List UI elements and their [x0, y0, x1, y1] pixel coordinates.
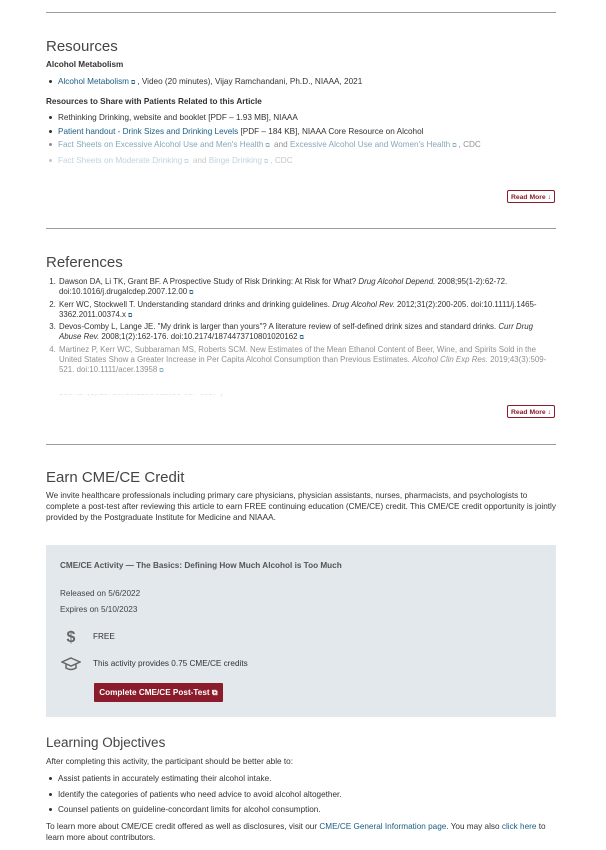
list-item: Fact Sheets on Excessive Alcohol Use and Men's Health ⧉ and Excessive Alcohol Use and Women's Health ⧉ , CDC: [58, 138, 558, 154]
expires-date: Expires on 5/10/2023: [60, 605, 138, 614]
list-item[interactable]: Rethinking Drinking, website and booklet [PDF – 1.93 MB], NIAAA: [58, 111, 558, 125]
list-item: Counsel patients on guideline-concordant limits for alcohol consumption.: [58, 802, 558, 818]
external-link-icon: ⧉: [159, 368, 164, 375]
divider: [46, 12, 556, 13]
external-link-icon: ⧉: [128, 312, 133, 319]
list-item: Assist patients in accurately estimating their alcohol intake.: [58, 771, 558, 787]
resources-subheading-patients: Resources to Share with Patients Related to this Article: [46, 97, 262, 106]
women-health-link[interactable]: Excessive Alcohol Use and Women's Health: [289, 140, 451, 149]
graduation-cap-icon: [60, 656, 82, 674]
moderate-drinking-link[interactable]: Fact Sheets on Moderate Drinking: [58, 155, 183, 165]
external-link-icon: ⧉: [184, 158, 189, 165]
objectives-heading: Learning Objectives: [46, 735, 166, 750]
contributors-link[interactable]: click here: [501, 822, 537, 831]
resources-read-more-button[interactable]: Read More ↓: [507, 190, 555, 203]
list-item: Identify the categories of patients who need advice to avoid alcohol altogether.: [58, 787, 558, 803]
external-link-icon: ⧉: [299, 335, 304, 342]
reference-item: 3. Devos-Comby L, Lange JE. "My drink is larger than yours"? A literature review of self-defined drink sizes and standard drinks. Curr Drug Abuse Rev. 2008;1(2):162-176. doi:10.2174/1874473710801020162 ⧉: [58, 322, 556, 344]
complete-post-test-button[interactable]: Complete CME/CE Post-Test ⧉: [94, 683, 223, 702]
list-item: Fact Sheets on Moderate Drinking ⧉ and Binge Drinking ⧉ , CDC: [58, 154, 558, 170]
activity-title: CME/CE Activity — The Basics: Defining How Much Alcohol is Too Much: [60, 561, 342, 570]
external-link-icon: ⧉: [264, 158, 269, 165]
doi-link[interactable]: doi:10.1016/j.drugalcdep.2007.12.00: [59, 287, 188, 297]
arrow-down-icon: ↓: [547, 409, 552, 416]
resources-heading: Resources: [46, 38, 118, 55]
credits-text: This activity provides 0.75 CME/CE credits: [93, 659, 248, 668]
released-date: Released on 5/6/2022: [60, 589, 141, 598]
doi-link[interactable]: doi:10.1111/acer.13958: [76, 365, 158, 375]
resources-subheading-metabolism: Alcohol Metabolism: [46, 60, 124, 69]
objectives-footer: To learn more about CME/CE credit offered as well as disclosures, visit our CME/CE General Information page. You may also click here to learn more about contributors.: [46, 822, 546, 842]
reference-item: 1. Dawson DA, Li TK, Grant BF. A Prospective Study of Risk Drinking: At Risk for What? Drug Alcohol Depend. 2008;95(1-2):62-72. doi:10.1016/j.drugalcdep.2007.12.00 ⧉: [58, 277, 556, 299]
doi-link[interactable]: doi:10.1111/j.1465-3362.2011.00374.x: [59, 299, 537, 319]
men-health-link[interactable]: Fact Sheets on Excessive Alcohol Use and Men's Health: [58, 140, 264, 149]
references-heading: References: [46, 254, 123, 271]
fade-mask: [46, 376, 556, 394]
cme-info-link[interactable]: CME/CE General Information page: [319, 822, 447, 831]
external-link-icon: ⧉: [131, 80, 136, 86]
reference-item: 4. Martinez P, Kerr WC, Subbaraman MS, Roberts SCM. New Estimates of the Mean Ethanol Content of Beer, Wine, and Spirits Sold in the United States Show a Greater Increase in Per Capita Alcohol Consumption than Previous Estimates. Alcohol Clin Exp Res. 2019;43(3):509-521. doi:10.1111/acer.13958 ⧉: [58, 345, 556, 377]
metabolism-list: [46, 75, 558, 91]
references-read-more-button[interactable]: Read More ↓: [507, 405, 555, 418]
objectives-list: [46, 771, 558, 818]
divider: [46, 228, 556, 229]
cost-text: FREE: [93, 632, 115, 641]
divider: [46, 444, 556, 445]
cme-intro: We invite healthcare professionals including primary care physicians, physician assistants, nurses, pharmacists, and psychologists to complete a post-test after reviewing this article to earn FREE continuing education (CME/CE) credit. This CME/CE credit opportunity is jointly provided by the Postgraduate Institute for Medicine and NIAAA.: [46, 491, 556, 522]
patient-handout-link[interactable]: Patient handout - Drink Sizes and Drinking Levels: [58, 126, 239, 136]
dollar-icon: $: [66, 629, 76, 646]
patient-resources-list: [46, 111, 558, 169]
arrow-down-icon: ↓: [547, 194, 552, 201]
objectives-intro: After completing this activity, the participant should be better able to:: [46, 757, 293, 766]
list-item: Alcohol Metabolism ⧉ , Video (20 minutes), Vijay Ramchandani, Ph.D., NIAAA, 2021: [58, 75, 558, 91]
reference-item: 2. Kerr WC, Stockwell T. Understanding standard drinks and drinking guidelines. Drug Alcohol Rev. 2012;31(2):200-205. doi:10.1111/j.1465-3362.2011.00374.x ⧉: [58, 300, 556, 322]
external-link-icon: ⧉: [265, 143, 270, 149]
cme-activity-card: [46, 545, 556, 717]
external-link-icon: ⧉: [189, 290, 194, 297]
external-link-icon: ⧉: [452, 143, 457, 149]
external-link-icon: ⧉: [211, 688, 218, 697]
doi-link[interactable]: doi:10.2174/1874473710801020162: [170, 332, 298, 342]
binge-drinking-link[interactable]: Binge Drinking: [208, 155, 263, 165]
cme-heading: Earn CME/CE Credit: [46, 469, 185, 486]
list-item: Patient handout - Drink Sizes and Drinking Levels [PDF – 184 KB], NIAAA Core Resource on Alcohol: [58, 125, 558, 139]
alcohol-metabolism-link[interactable]: Alcohol Metabolism: [58, 77, 129, 86]
